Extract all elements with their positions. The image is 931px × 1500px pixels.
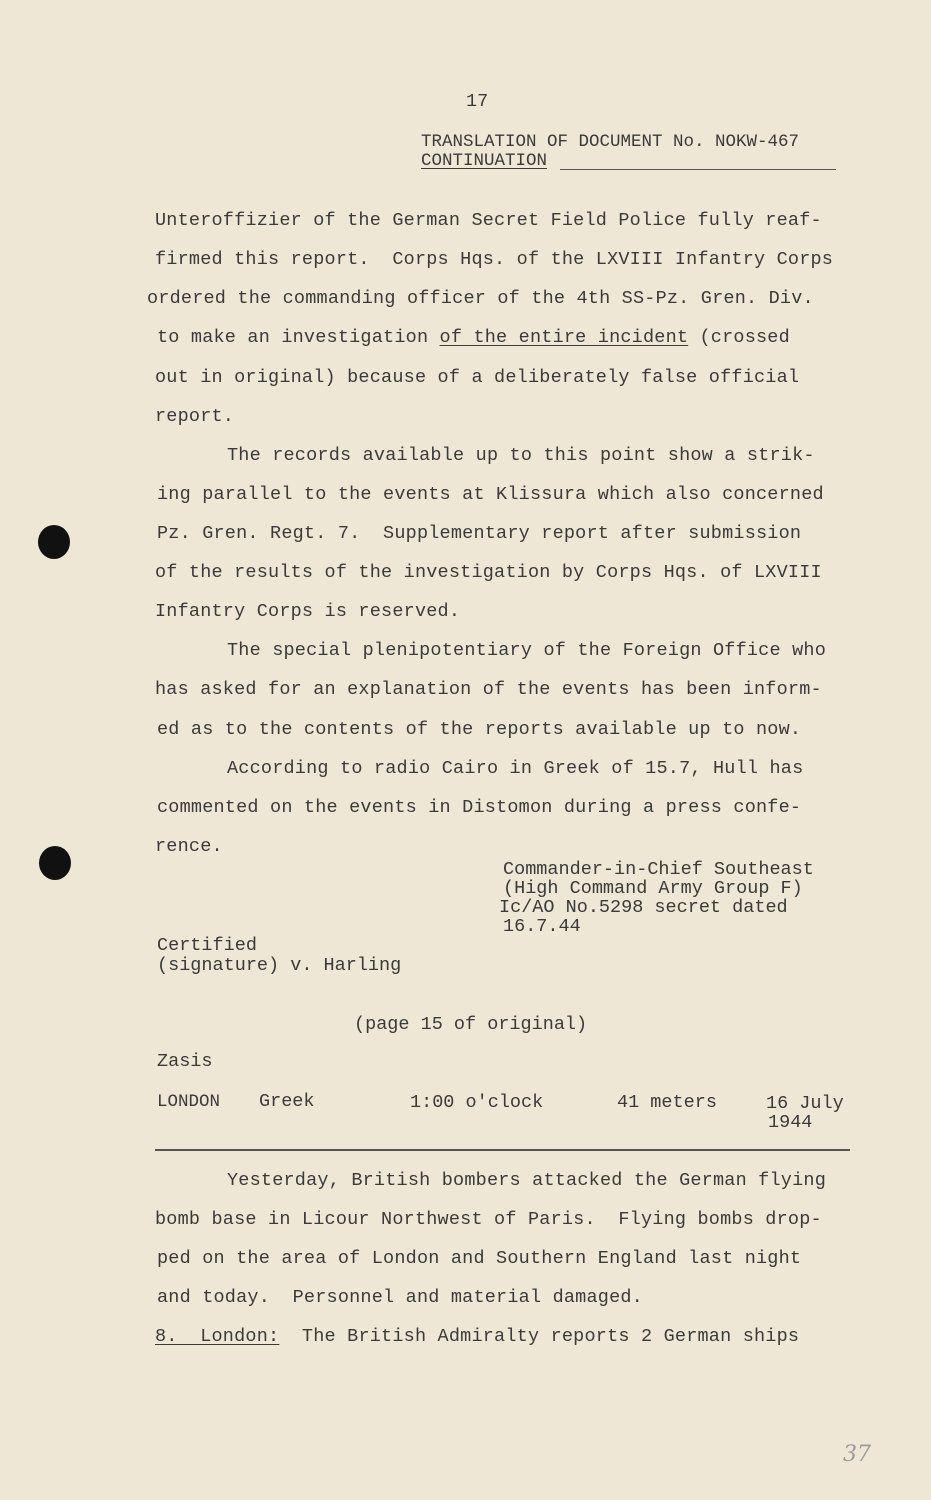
signature-line: 16.7.44: [503, 916, 581, 937]
body-line: Pz. Gren. Regt. 7. Supplementary report after submission: [157, 523, 802, 544]
broadcast-language: Greek: [259, 1091, 315, 1112]
body-line: ing parallel to the events at Klissura which also concerned: [157, 484, 824, 505]
page-reference: (page 15 of original): [354, 1014, 588, 1035]
broadcast-time: 1:00 o'clock: [410, 1092, 544, 1113]
body-line: ordered the commanding officer of the 4th SS-Pz. Gren. Div.: [147, 288, 814, 309]
struck-phrase: of the entire incident: [439, 327, 689, 348]
certified-label: Certified: [157, 935, 257, 956]
body-line: According to radio Cairo in Greek of 15.7, Hull has: [227, 758, 804, 779]
item-text: The British Admiralty reports 2 German ships: [279, 1326, 800, 1347]
body-line-start: to make an investigation: [157, 327, 440, 348]
body-line: [157, 327, 790, 349]
news-line: Yesterday, British bombers attacked the German flying: [227, 1170, 826, 1191]
news-line: ped on the area of London and Southern England last night: [157, 1248, 802, 1269]
broadcast-year: 1944: [768, 1112, 813, 1133]
body-line: firmed this report. Corps Hqs. of the LXVIII Infantry Corps: [155, 249, 834, 270]
body-line: Unteroffizier of the German Secret Field Police fully reaf-: [155, 210, 822, 231]
signature-line: Ic/AO No.5298 secret dated: [499, 897, 788, 918]
body-line: rence.: [155, 836, 223, 857]
body-line: ed as to the contents of the reports available up to now.: [157, 719, 802, 740]
source-name: Zasis: [157, 1051, 213, 1072]
news-line: and today. Personnel and material damaged.: [157, 1287, 643, 1308]
header-continuation: CONTINUATION: [421, 151, 548, 171]
certified-signature: (signature) v. Harling: [157, 955, 402, 976]
punch-hole-top: [38, 525, 70, 559]
body-line: commented on the events in Distomon during a press confe-: [157, 797, 802, 818]
page-number: 17: [466, 91, 489, 112]
news-line: bomb base in Licour Northwest of Paris. Flying bombs drop-: [155, 1209, 822, 1230]
pencil-page-mark: 37: [843, 1442, 871, 1467]
body-line: report.: [155, 406, 235, 427]
signature-line: Commander-in-Chief Southeast: [503, 859, 814, 880]
body-line: of the results of the investigation by Corps Hqs. of LXVIII: [155, 562, 822, 583]
body-line: has asked for an explanation of the events has been inform-: [155, 679, 822, 700]
broadcast-city: LONDON: [157, 1092, 221, 1112]
body-line: out in original) because of a deliberately false official: [155, 367, 800, 388]
header-rule: [560, 169, 836, 170]
section-divider: [155, 1149, 850, 1151]
body-line: The special plenipotentiary of the Foreign Office who: [227, 640, 826, 661]
header-title: TRANSLATION OF DOCUMENT No. NOKW-467: [421, 132, 800, 152]
struck-note: (crossed: [688, 327, 790, 348]
body-line: Infantry Corps is reserved.: [155, 601, 461, 622]
news-line: [155, 1326, 799, 1348]
body-line: The records available up to this point show a strik-: [227, 445, 815, 466]
punch-hole-bottom: [39, 846, 71, 880]
broadcast-date: 16 July: [766, 1093, 844, 1114]
broadcast-meters: 41 meters: [617, 1092, 717, 1113]
signature-line: (High Command Army Group F): [503, 878, 803, 899]
item-label: 8. London:: [155, 1326, 280, 1347]
